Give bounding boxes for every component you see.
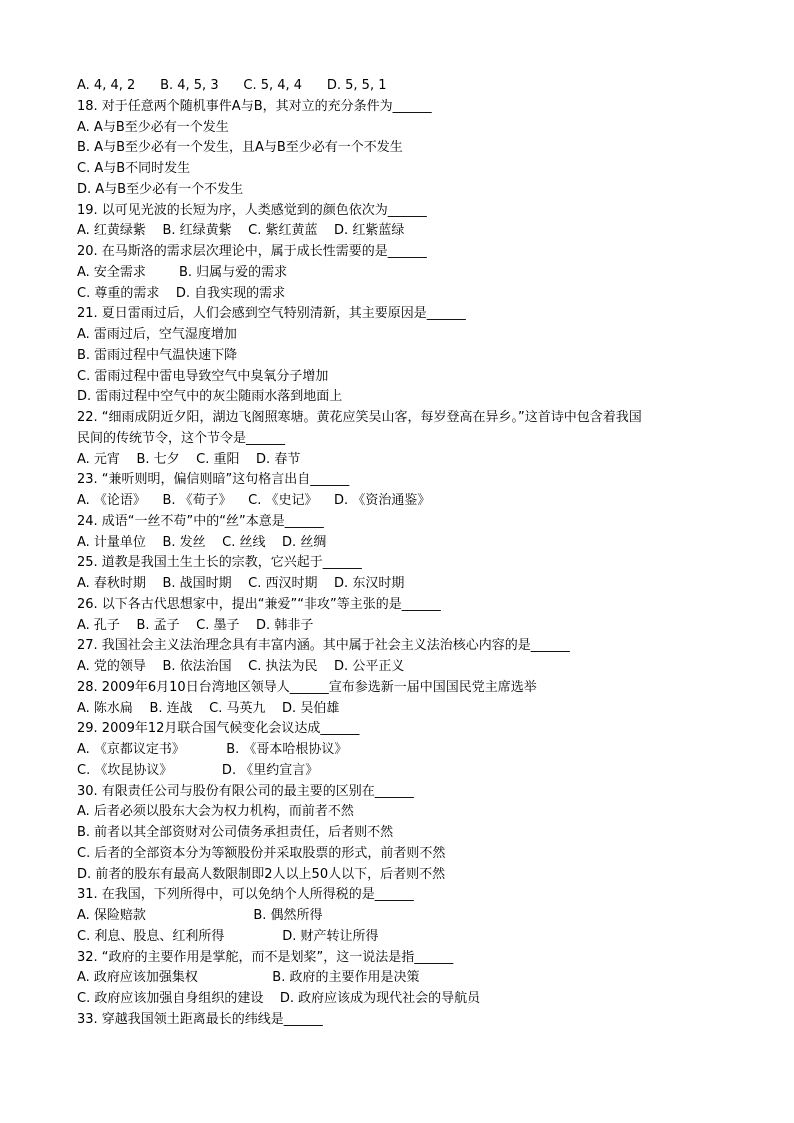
option-line: A. 红黄绿紫 B. 红绿黄紫 C. 紫红黄蓝 D. 红紫蓝绿 xyxy=(77,223,405,239)
question-33: 33. 穿越我国领土距离最长的纬线是______ xyxy=(77,1011,323,1027)
option-line: A. 《京都议定书》 B. 《哥本哈根协议》 xyxy=(77,742,348,757)
question-18: 18. 对于任意两个随机事件A与B，其对立的充分条件为______ xyxy=(77,98,432,114)
option-line: A. 安全需求 B. 归属与爱的需求 xyxy=(77,264,288,280)
question-22-cont: 民间的传统节令，这个节令是______ xyxy=(77,430,286,446)
option-line: A. 春秋时期 B. 战国时期 C. 西汉时期 D. 东汉时期 xyxy=(77,576,405,591)
option-line: C. 雷雨过程中雷电导致空气中臭氧分子增加 xyxy=(77,368,329,384)
option-line: A. 政府应该加强集权 B. 政府的主要作用是决策 xyxy=(77,970,420,986)
option-line: A. 元宵 B. 七夕 C. 重阳 D. 春节 xyxy=(77,451,301,467)
option-line: B. 前者以其全部资财对公司债务承担责任，后者则不然 xyxy=(77,825,394,840)
option-line: C. 尊重的需求 D. 自我实现的需求 xyxy=(77,285,286,301)
question-30: 30. 有限责任公司与股份有限公司的最主要的区别在______ xyxy=(77,783,414,799)
option-line: D. A与B至少必有一个不发生 xyxy=(77,181,244,197)
option-line: B. A与B至少必有一个发生，且A与B至少必有一个不发生 xyxy=(77,140,403,156)
question-26: 26. 以下各古代思想家中，提出“兼爱”“非攻”等主张的是______ xyxy=(77,596,441,612)
question-29: 29. 2009年12月联合国气候变化会议达成______ xyxy=(77,721,360,737)
question-28: 28. 2009年6月10日台湾地区领导人______宣布参选新一届中国国民党主席选举 xyxy=(77,679,537,695)
option-line: A. 保险赔款 B. 偶然所得 xyxy=(77,908,323,923)
option-line: A. 陈水扁 B. 连战 C. 马英九 D. 吴伯雄 xyxy=(77,700,340,716)
question-24: 24. 成语“一丝不苟”中的“丝”本意是______ xyxy=(77,513,324,529)
question-19: 19. 以可见光波的长短为序，人类感觉到的颜色依次为______ xyxy=(77,202,427,218)
option-line: B. 雷雨过程中气温快速下降 xyxy=(77,347,238,363)
option-line: C. 利息、股息、红利所得 D. 财产转让所得 xyxy=(77,928,379,944)
option-line: D. 前者的股东有最高人数限制即2人以上50人以下，后者则不然 xyxy=(77,866,446,882)
question-31: 31. 在我国，下列所得中，可以免纳个人所得税的是______ xyxy=(77,887,414,903)
document-page xyxy=(77,76,727,1031)
option-line: D. 雷雨过程中空气中的灰尘随雨水落到地面上 xyxy=(77,389,343,405)
text-line: A. 4, 4, 2 B. 4, 5, 3 C. 5, 4, 4 D. 5, 5, 1 xyxy=(77,78,387,93)
question-23: 23. “兼听则明，偏信则暗”这句格言出自______ xyxy=(77,472,350,488)
option-line: A. A与B至少必有一个发生 xyxy=(77,119,229,135)
question-25: 25. 道教是我国土生土长的宗教，它兴起于______ xyxy=(77,555,362,571)
option-line: A. 《论语》 B. 《荀子》 C. 《史记》 D. 《资治通鉴》 xyxy=(77,493,431,508)
option-line: C. 政府应该加强自身组织的建设 D. 政府应该成为现代社会的导航员 xyxy=(77,991,481,1006)
option-line: A. 党的领导 B. 依法治国 C. 执法为民 D. 公平正义 xyxy=(77,659,405,674)
question-27: 27. 我国社会主义法治理念具有丰富内涵。其中属于社会主义法治核心内容的是______ xyxy=(77,638,570,654)
question-22: 22. “细雨成阴近夕阳，湖边飞阁照寒塘。黄花应笑吴山客，每岁登高在异乡。”这首诗中包含着我国 xyxy=(77,410,642,425)
option-line: A. 孔子 B. 孟子 C. 墨子 D. 韩非子 xyxy=(77,617,314,633)
question-21: 21. 夏日雷雨过后，人们会感到空气特别清新，其主要原因是______ xyxy=(77,306,466,322)
option-line: C. 后者的全部资本分为等额股份并采取股票的形式，前者则不然 xyxy=(77,845,446,861)
question-32: 32. “政府的主要作用是掌舵，而不是划桨”，这一说法是指______ xyxy=(77,949,454,965)
option-line: C. 《坎昆协议》 D. 《里约宣言》 xyxy=(77,762,319,778)
option-line: A. 后者必须以股东大会为权力机构，而前者不然 xyxy=(77,804,354,820)
question-20: 20. 在马斯洛的需求层次理论中，属于成长性需要的是______ xyxy=(77,244,427,259)
option-line: C. A与B不同时发生 xyxy=(77,161,191,176)
option-line: A. 雷雨过后，空气湿度增加 xyxy=(77,327,237,342)
option-line: A. 计量单位 B. 发丝 C. 丝线 D. 丝绸 xyxy=(77,534,327,550)
